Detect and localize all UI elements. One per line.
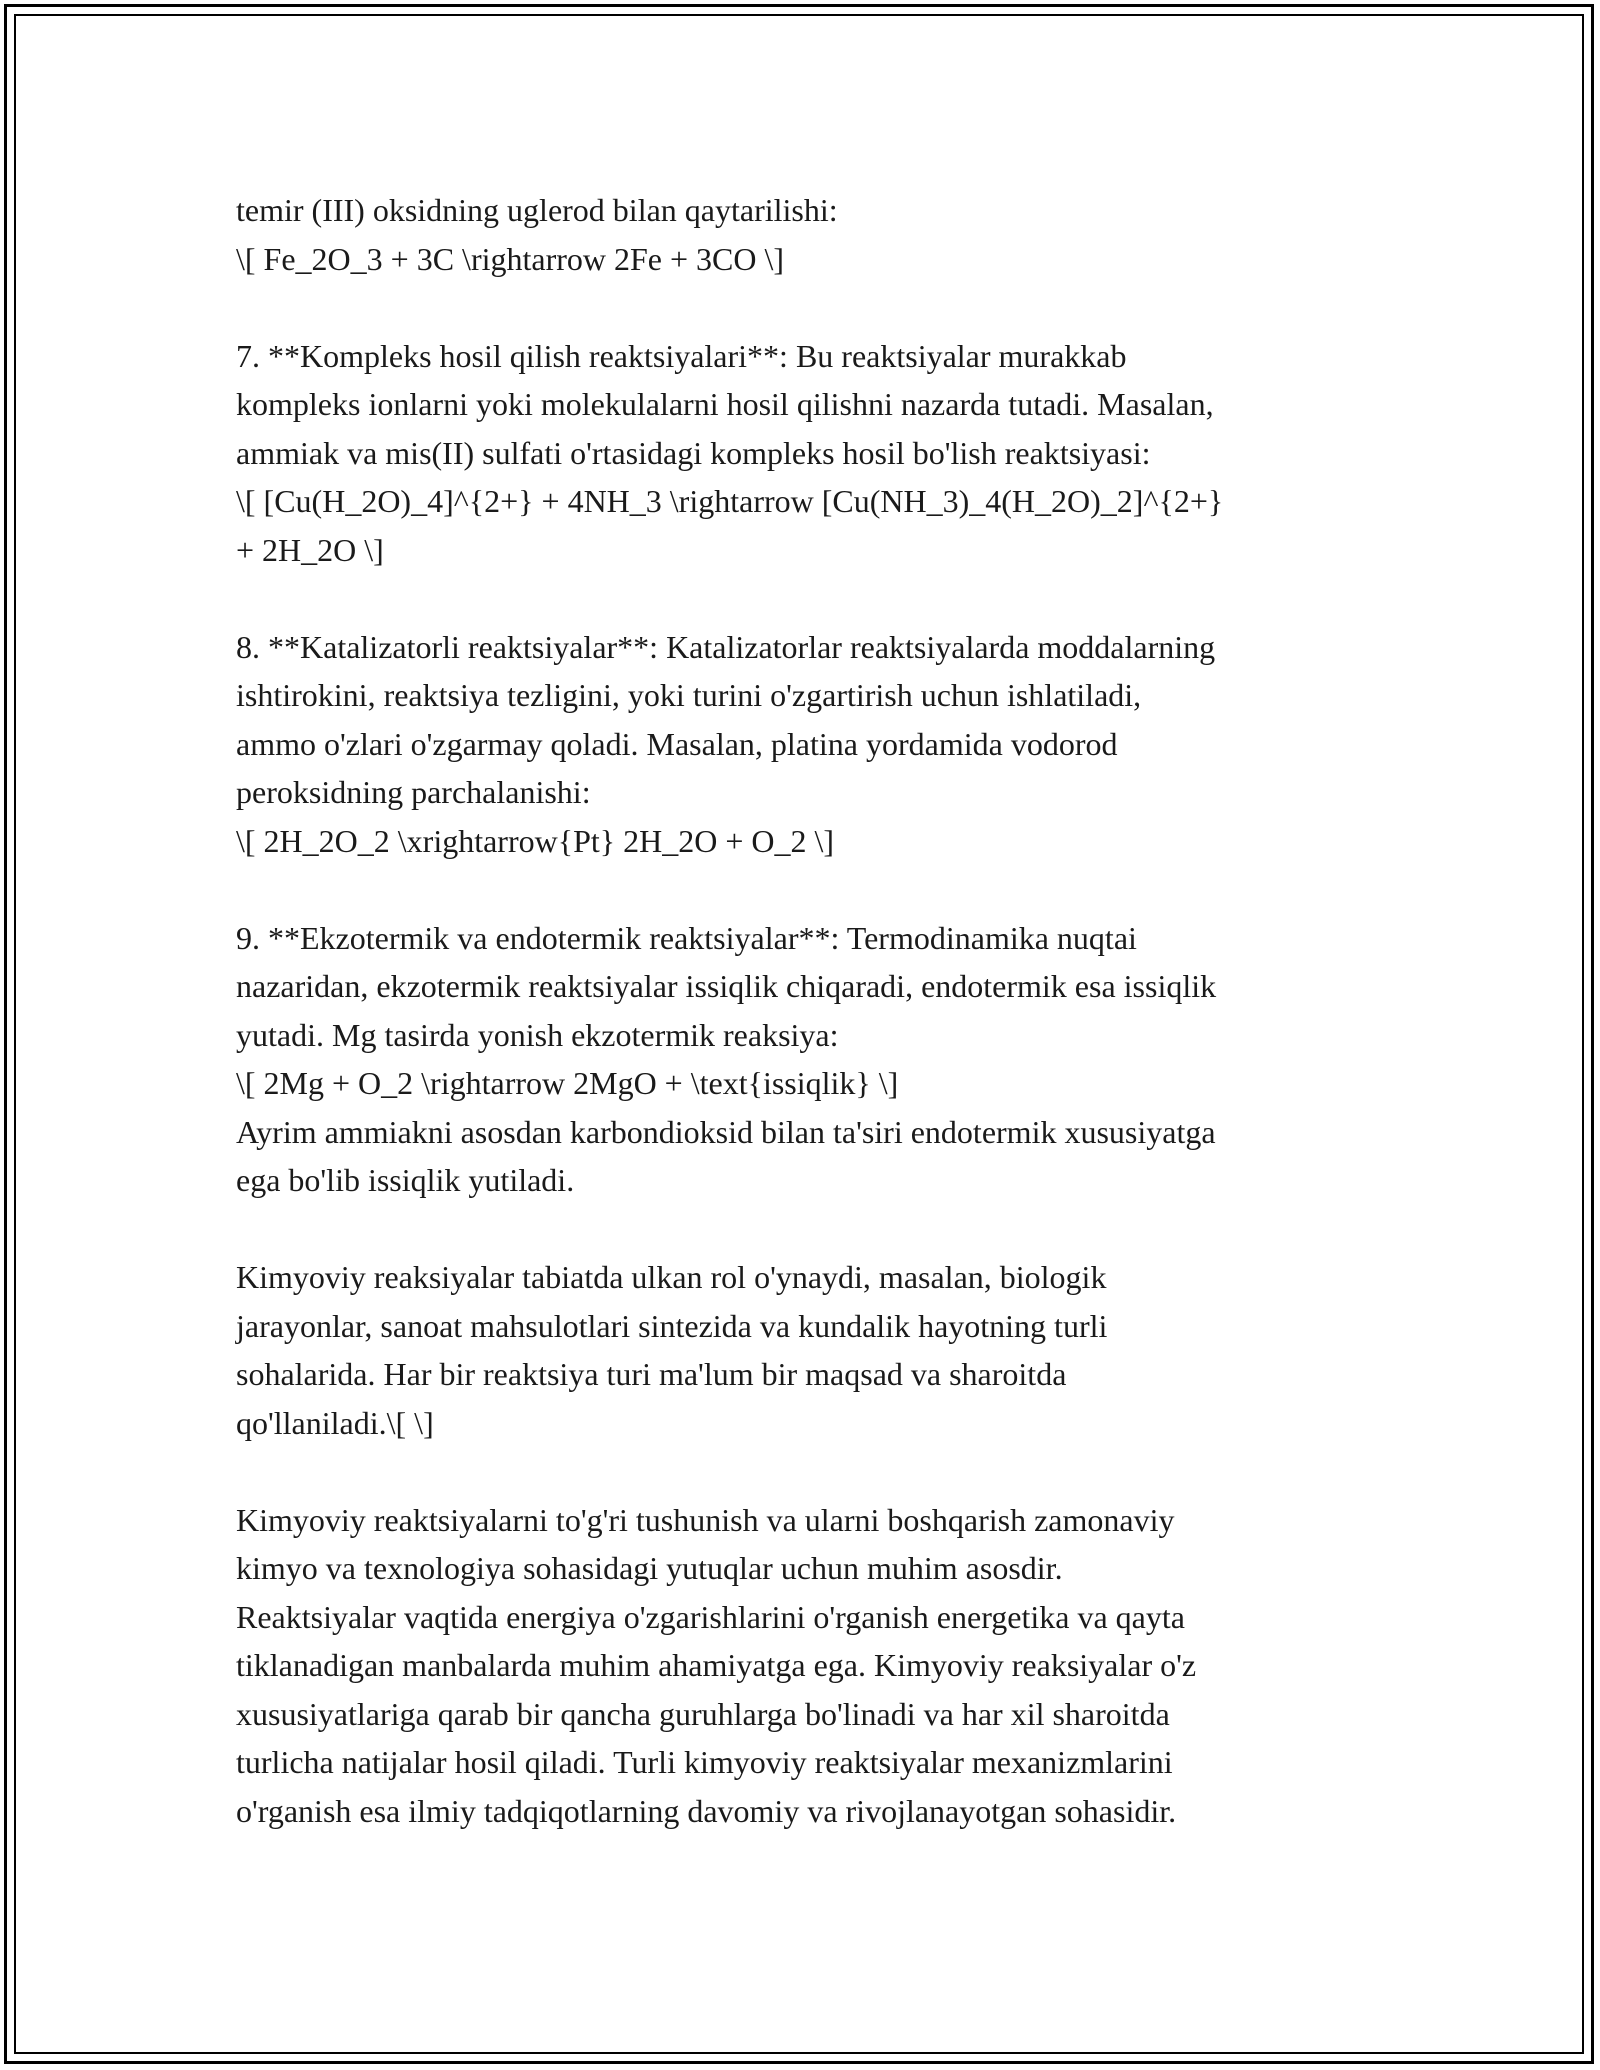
text-line: yutadi. Mg tasirda yonish ekzotermik reaksiya: xyxy=(236,1016,839,1053)
text-line: + 2H_2O \] xyxy=(236,531,384,568)
text-line: Reaktsiyalar vaqtida energiya o'zgarishlarini o'rganish energetika va qayta xyxy=(236,1598,1185,1635)
text-line: sohalarida. Har bir reaktsiya turi ma'lum bir maqsad va sharoitda xyxy=(236,1356,1067,1392)
text-line: 7. **Kompleks hosil qilish reaktsiyalari**: Bu reaktsiyalar murakkab xyxy=(236,337,1127,374)
text-line: ishtirokini, reaktsiya tezligini, yoki turini o'zgartirish uchun ishlatiladi, xyxy=(236,677,1142,713)
text-line: kimyo va texnologiya sohasidagi yutuqlar uchun muhim asosdir. xyxy=(236,1550,1063,1586)
text-line: jarayonlar, sanoat mahsulotlari sintezida va kundalik hayotning turli xyxy=(236,1307,1108,1344)
text-line: peroksidning parchalanishi: xyxy=(236,774,591,810)
blank-line xyxy=(236,1205,1386,1254)
text-line: \[ Fe_2O_3 + 3C \rightarrow 2Fe + 3CO \] xyxy=(236,240,785,277)
document-body xyxy=(236,186,1386,1835)
text-line: ega bo'lib issiqlik yutiladi. xyxy=(236,1162,575,1198)
text-line: Ayrim ammiakni asosdan karbondioksid bilan ta'siri endotermik xususiyatga xyxy=(236,1113,1216,1150)
text-line: \[ 2Mg + O_2 \rightarrow 2MgO + \text{issiqlik} \] xyxy=(236,1065,899,1101)
text-line: \[ 2H_2O_2 \xrightarrow{Pt} 2H_2O + O_2 \] xyxy=(236,822,835,859)
text-line: o'rganish esa ilmiy tadqiqotlarning davomiy va rivojlanayotgan sohasidir. xyxy=(236,1792,1177,1829)
text-line: 9. **Ekzotermik va endotermik reaktsiyalar**: Termodinamika nuqtai xyxy=(236,919,1137,956)
text-line: Kimyoviy reaktsiyalarni to'g'ri tushunish va ularni boshqarish zamonaviy xyxy=(236,1501,1175,1538)
text-line: ammiak va mis(II) sulfati o'rtasidagi kompleks hosil bo'lish reaktsiyasi: xyxy=(236,434,1151,471)
text-line: xususiyatlariga qarab bir qancha guruhlarga bo'linadi va har xil sharoitda xyxy=(236,1695,1170,1732)
blank-line xyxy=(236,865,1386,914)
text-line: kompleks ionlarni yoki molekulalarni hosil qilishni nazarda tutadi. Masalan, xyxy=(236,386,1214,422)
text-line: qo'llaniladi.\[ \] xyxy=(236,1404,434,1441)
blank-line xyxy=(236,574,1386,623)
text-line: \[ [Cu(H_2O)_4]^{2+} + 4NH_3 \rightarrow [Cu(NH_3)_4(H_2O)_2]^{2+} xyxy=(236,483,1224,519)
text-line: temir (III) oksidning uglerod bilan qaytarilishi: xyxy=(236,192,838,228)
text-line: turlicha natijalar hosil qiladi. Turli kimyoviy reaktsiyalar mexanizmlarini xyxy=(236,1744,1173,1780)
text-line: ammo o'zlari o'zgarmay qoladi. Masalan, platina yordamida vodorod xyxy=(236,725,1118,762)
text-line: 8. **Katalizatorli reaktsiyalar**: Katalizatorlar reaktsiyalarda moddalarning xyxy=(236,628,1216,665)
text-line: tiklanadigan manbalarda muhim ahamiyatga ega. Kimyoviy reaksiyalar o'z xyxy=(236,1647,1197,1683)
blank-line xyxy=(236,283,1386,332)
text-line: Kimyoviy reaksiyalar tabiatda ulkan rol o'ynaydi, masalan, biologik xyxy=(236,1259,1107,1295)
text-line: nazaridan, ekzotermik reaktsiyalar issiqlik chiqaradi, endotermik esa issiqlik xyxy=(236,968,1217,1004)
blank-line xyxy=(236,1447,1386,1496)
